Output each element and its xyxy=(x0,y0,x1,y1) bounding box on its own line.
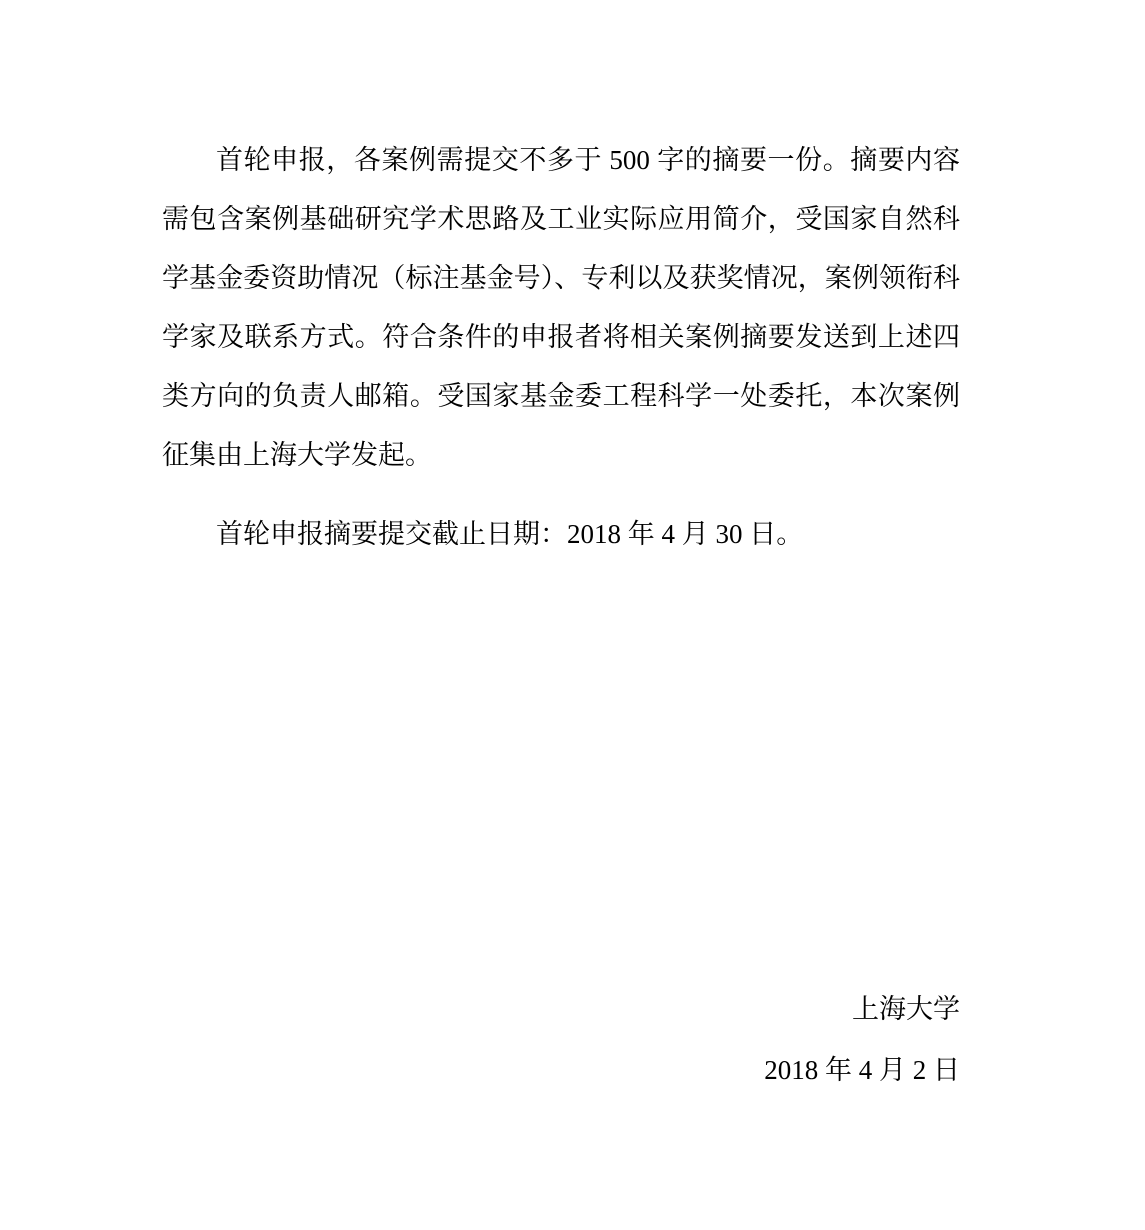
document-body xyxy=(162,131,960,564)
signature-block xyxy=(162,980,960,1100)
signature-organization: 上海大学 xyxy=(852,994,960,1024)
paragraph-submission-deadline: 首轮申报摘要提交截止日期：2018 年 4 月 30 日。 xyxy=(216,519,804,549)
signature-date: 2018 年 4 月 2 日 xyxy=(764,1055,960,1085)
paragraph-application-requirements: 首轮申报，各案例需提交不多于 500 字的摘要一份。摘要内容需包含案例基础研究学术思路及工业实际应用简介，受国家自然科学基金委资助情况（标注基金号）、专利以及获奖情况，案例领衔科学家及联系方式。符合条件的申报者将相关案例摘要发送到上述四类方向的负责人邮箱。受国家基金委工程科学一处委托，本次案例征集由上海大学发起。 xyxy=(162,145,960,470)
